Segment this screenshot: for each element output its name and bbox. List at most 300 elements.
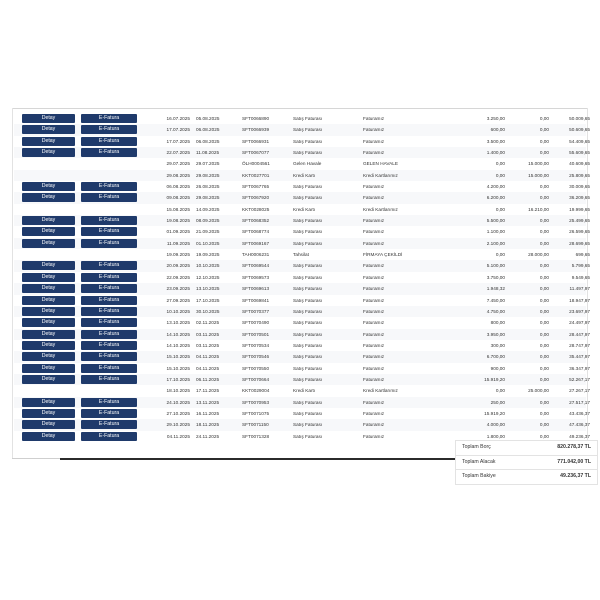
- balance-amount: 50.609,65: [569, 127, 590, 133]
- document-date: 11.09.2025: [166, 240, 190, 246]
- balance-amount: 25.499,65: [569, 218, 590, 224]
- credit-amount: 25.000,00: [528, 388, 549, 394]
- e-fatura-button[interactable]: E-Fatura: [81, 273, 137, 282]
- document-date: 14.10.2025: [166, 331, 190, 337]
- document-number: SFT0071075: [242, 410, 270, 416]
- credit-amount: 0,00: [539, 195, 549, 201]
- credit-amount: 0,00: [539, 422, 549, 428]
- e-fatura-button[interactable]: E-Fatura: [81, 375, 137, 384]
- table-row: [14, 408, 590, 419]
- transaction-type: Satış Faturası: [293, 365, 323, 371]
- table-row: [14, 385, 590, 396]
- total-alacak-value: 771.042,00 TL: [557, 458, 591, 465]
- detay-button[interactable]: Detay: [22, 420, 75, 429]
- table-row: [14, 215, 590, 226]
- description: Faturamız: [363, 354, 385, 360]
- balance-amount: 26.599,65: [569, 229, 590, 235]
- document-number: SFT0067077: [242, 150, 270, 156]
- transaction-type: Satış Faturası: [293, 138, 323, 144]
- balance-amount: 50.009,65: [569, 116, 590, 121]
- transaction-type: Satış Faturası: [293, 376, 323, 382]
- table-row: [14, 192, 590, 203]
- description: Faturamız: [363, 138, 385, 144]
- total-borc-label: Toplam Borç: [462, 444, 491, 450]
- document-number: SFT0071150: [242, 422, 269, 428]
- document-date: 15.10.2025: [166, 365, 190, 371]
- balance-amount: 5.799,65: [571, 263, 590, 269]
- description: Faturamız: [363, 342, 385, 348]
- detay-button[interactable]: Detay: [22, 148, 75, 157]
- detay-button[interactable]: Detay: [22, 193, 75, 202]
- credit-amount: 0,00: [539, 342, 549, 348]
- table-row: [14, 249, 590, 260]
- debit-amount: 15.919,20: [484, 376, 505, 382]
- credit-amount: 0,00: [539, 274, 549, 280]
- transaction-type: Satış Faturası: [293, 195, 323, 201]
- document-date: 06.08.2025: [166, 184, 190, 190]
- debit-amount: 5.100,00: [486, 263, 505, 269]
- debit-amount: 250,00: [490, 399, 505, 405]
- document-number: SFT0067920: [242, 195, 270, 201]
- transaction-type: Satış Faturası: [293, 184, 323, 190]
- balance-amount: 30.009,65: [569, 184, 590, 190]
- credit-amount: 0,00: [539, 399, 549, 405]
- e-fatura-button[interactable]: E-Fatura: [81, 182, 137, 191]
- detay-button[interactable]: Detay: [22, 216, 75, 225]
- document-number: SFT0066939: [242, 127, 270, 133]
- description: Kredi Kartlarımız: [363, 172, 398, 178]
- description: Faturamız: [363, 376, 385, 382]
- table-row: [14, 397, 590, 408]
- transaction-type: Satış Faturası: [293, 354, 323, 360]
- document-number: SFT0071328: [242, 433, 270, 439]
- table-row: [14, 374, 590, 385]
- total-bakiye-row: [455, 469, 598, 485]
- detay-button[interactable]: Detay: [22, 137, 75, 146]
- debit-amount: 300,00: [490, 342, 505, 348]
- transaction-type: Kredi Kartı: [293, 172, 316, 178]
- credit-amount: 0,00: [539, 308, 549, 314]
- description: Faturamız: [363, 422, 385, 428]
- table-row: [14, 306, 590, 317]
- detay-button[interactable]: Detay: [22, 125, 75, 134]
- credit-amount: 0,00: [539, 320, 549, 326]
- debit-amount: 3.500,00: [486, 138, 505, 144]
- document-date: 22.07.2025: [166, 150, 190, 156]
- total-borc-row: [455, 440, 598, 455]
- table-row: [14, 147, 590, 158]
- detay-button[interactable]: Detay: [22, 307, 75, 316]
- e-fatura-button[interactable]: E-Fatura: [81, 318, 137, 327]
- debit-amount: 3.250,00: [486, 116, 505, 121]
- table-row: [14, 238, 590, 249]
- balance-amount: 24.497,97: [569, 320, 590, 326]
- balance-amount: 27.267,17: [569, 388, 590, 394]
- transaction-type: Satış Faturası: [293, 422, 323, 428]
- description: Faturamız: [363, 127, 385, 133]
- due-date: 13.11.2025: [196, 399, 220, 405]
- e-fatura-button[interactable]: E-Fatura: [81, 227, 137, 236]
- total-bakiye-label: Toplam Bakiye: [462, 473, 496, 479]
- due-date: 03.11.2025: [196, 331, 220, 337]
- balance-amount: 40.609,65: [569, 161, 590, 167]
- due-date: 04.11.2025: [196, 354, 220, 360]
- detay-button[interactable]: Detay: [22, 182, 75, 191]
- due-date: 14.09.2025: [196, 206, 220, 212]
- balance-amount: 18.947,97: [569, 297, 590, 303]
- due-date: 16.11.2025: [196, 410, 220, 416]
- table-row: [14, 317, 590, 328]
- description: Faturamız: [363, 320, 385, 326]
- document-date: 15.10.2025: [166, 354, 190, 360]
- detay-button[interactable]: Detay: [22, 398, 75, 407]
- detay-button[interactable]: Detay: [22, 261, 75, 270]
- description: Kredi Kartlarımız: [363, 388, 398, 394]
- e-fatura-button[interactable]: E-Fatura: [81, 364, 137, 373]
- credit-amount: 0,00: [539, 365, 549, 371]
- document-number: SFT0069841: [242, 297, 270, 303]
- detay-button[interactable]: Detay: [22, 114, 75, 123]
- credit-amount: 0,00: [539, 138, 549, 144]
- document-date: 17.10.2025: [166, 376, 190, 382]
- totals-panel: [455, 440, 598, 485]
- transaction-type: Satış Faturası: [293, 229, 323, 235]
- transaction-type: Satış Faturası: [293, 399, 323, 405]
- document-date: 13.10.2025: [166, 320, 190, 326]
- document-number: SFT0070490: [242, 320, 270, 326]
- e-fatura-button[interactable]: E-Fatura: [81, 193, 137, 202]
- document-date: 04.11.2025: [166, 433, 190, 439]
- table-row: [14, 170, 590, 181]
- debit-amount: 3.950,00: [486, 331, 505, 337]
- debit-amount: 1.100,00: [486, 229, 505, 235]
- e-fatura-button[interactable]: E-Fatura: [81, 261, 137, 270]
- transaction-type: Satış Faturası: [293, 263, 323, 269]
- table-row: [14, 260, 590, 271]
- document-date: 18.10.2025: [166, 388, 190, 394]
- transaction-type: Satış Faturası: [293, 240, 323, 246]
- balance-amount: 28.447,97: [569, 331, 590, 337]
- description: Faturamız: [363, 410, 385, 416]
- transaction-type: Kredi Kartı: [293, 388, 316, 394]
- document-number: SFT0070953: [242, 399, 270, 405]
- e-fatura-button[interactable]: E-Fatura: [81, 239, 137, 248]
- balance-amount: 9.549,65: [571, 274, 590, 280]
- e-fatura-button[interactable]: E-Fatura: [81, 330, 137, 339]
- document-number: TAH0006231: [242, 252, 270, 258]
- document-number: SFT0070501: [242, 331, 270, 337]
- balance-amount: 27.517,17: [569, 399, 590, 405]
- due-date: 30.10.2025: [196, 308, 220, 314]
- debit-amount: 5.500,00: [486, 218, 505, 224]
- credit-amount: 0,00: [539, 184, 549, 190]
- document-number: SFT0070534: [242, 342, 270, 348]
- balance-amount: 52.267,17: [569, 376, 590, 382]
- table-row: [14, 329, 590, 340]
- document-date: 09.08.2025: [166, 195, 190, 201]
- table-row: [14, 181, 590, 192]
- document-number: ÖLH0004561: [242, 161, 270, 167]
- debit-amount: 4.750,00: [486, 308, 505, 314]
- balance-amount: 25.809,65: [569, 172, 590, 178]
- debit-amount: 6.700,00: [486, 354, 505, 360]
- due-date: 24.11.2025: [196, 433, 220, 439]
- transaction-type: Satış Faturası: [293, 433, 323, 439]
- document-date: 17.07.2025: [166, 127, 190, 133]
- transaction-type: Satış Faturası: [293, 331, 323, 337]
- e-fatura-button[interactable]: E-Fatura: [81, 420, 137, 429]
- document-number: SFT0070546: [242, 354, 270, 360]
- description: Faturamız: [363, 433, 385, 439]
- detay-button[interactable]: Detay: [22, 273, 75, 282]
- balance-amount: 43.436,37: [569, 410, 590, 416]
- document-date: 19.08.2025: [166, 218, 190, 224]
- document-number: SFT0070664: [242, 376, 270, 382]
- transaction-type: Kredi Kartı: [293, 206, 316, 212]
- transaction-type: Satış Faturası: [293, 116, 323, 121]
- document-number: SFT0068774: [242, 229, 270, 235]
- document-date: 16.07.2025: [166, 116, 190, 121]
- document-date: 17.07.2025: [166, 138, 190, 144]
- due-date: 04.11.2025: [196, 365, 220, 371]
- document-number: SFT0069544: [242, 263, 270, 269]
- detay-button[interactable]: Detay: [22, 409, 75, 418]
- document-number: SFT0067765: [242, 184, 270, 190]
- detay-button[interactable]: Detay: [22, 352, 75, 361]
- description: Faturamız: [363, 274, 385, 280]
- balance-amount: 35.447,97: [569, 354, 590, 360]
- document-number: SFT0069613: [242, 286, 270, 292]
- document-number: SFT0069167: [242, 240, 270, 246]
- description: Faturamız: [363, 308, 385, 314]
- transaction-type: Satış Faturası: [293, 297, 323, 303]
- due-date: 06.11.2025: [196, 376, 220, 382]
- description: Faturamız: [363, 286, 385, 292]
- document-number: KKT0027701: [242, 172, 270, 178]
- document-date: 27.10.2025: [166, 410, 190, 416]
- due-date: 19.09.2025: [196, 252, 220, 258]
- transaction-type: Satış Faturası: [293, 150, 323, 156]
- debit-amount: 3.750,00: [486, 274, 505, 280]
- debit-amount: 15.919,20: [484, 410, 505, 416]
- document-number: SFT0069573: [242, 274, 270, 280]
- credit-amount: 0,00: [539, 263, 549, 269]
- description: Faturamız: [363, 399, 385, 405]
- table-row: [14, 351, 590, 362]
- description: Faturamız: [363, 331, 385, 337]
- transaction-type: Gelen Havale: [293, 161, 322, 167]
- description: Faturamız: [363, 195, 385, 201]
- balance-amount: 49.236,37: [569, 433, 590, 439]
- table-row: [14, 124, 590, 135]
- debit-amount: 0,00: [495, 388, 505, 394]
- table-row: [14, 204, 590, 215]
- due-date: 29.08.2025: [196, 195, 220, 201]
- table-row: [14, 295, 590, 306]
- e-fatura-button[interactable]: E-Fatura: [81, 398, 137, 407]
- table-left-border: [12, 108, 13, 458]
- description: Faturamız: [363, 229, 385, 235]
- debit-amount: 800,00: [490, 320, 505, 326]
- debit-amount: 0,00: [495, 172, 505, 178]
- due-date: 12.10.2025: [196, 274, 220, 280]
- transaction-type: Satış Faturası: [293, 274, 323, 280]
- credit-amount: 28.000,00: [528, 252, 549, 258]
- document-number: SFT0070550: [242, 365, 270, 371]
- transaction-type: Satış Faturası: [293, 127, 323, 133]
- balance-amount: 47.436,37: [569, 422, 590, 428]
- description: Kredi Kartlarımız: [363, 206, 398, 212]
- detay-button[interactable]: Detay: [22, 296, 75, 305]
- table-row: [14, 113, 590, 124]
- debit-amount: 1.948,32: [486, 286, 505, 292]
- e-fatura-button[interactable]: E-Fatura: [81, 307, 137, 316]
- detay-button[interactable]: Detay: [22, 364, 75, 373]
- due-date: 17.11.2025: [196, 388, 220, 394]
- e-fatura-button[interactable]: E-Fatura: [81, 148, 137, 157]
- document-date: 29.07.2025: [166, 161, 190, 167]
- description: FİRMAYA ÇEKİLDİ: [363, 252, 403, 258]
- e-fatura-button[interactable]: E-Fatura: [81, 432, 137, 441]
- description: Faturamız: [363, 297, 385, 303]
- detay-button[interactable]: Detay: [22, 330, 75, 339]
- due-date: 18.11.2025: [196, 422, 220, 428]
- due-date: 06.08.2025: [196, 127, 220, 133]
- balance-amount: 28.747,97: [569, 342, 590, 348]
- document-date: 22.09.2025: [166, 274, 190, 280]
- table-row: [14, 158, 590, 169]
- due-date: 11.08.2025: [196, 150, 220, 156]
- due-date: 10.10.2025: [196, 263, 220, 269]
- credit-amount: 0,00: [539, 410, 549, 416]
- debit-amount: 1.400,00: [486, 150, 505, 156]
- balance-amount: 55.609,65: [569, 150, 590, 156]
- table-top-border: [12, 108, 588, 109]
- due-date: 08.09.2025: [196, 218, 220, 224]
- credit-amount: 15.000,00: [528, 172, 549, 178]
- description: Faturamız: [363, 184, 385, 190]
- detay-button[interactable]: Detay: [22, 375, 75, 384]
- transaction-type: Tahsilat: [293, 252, 309, 258]
- e-fatura-button[interactable]: E-Fatura: [81, 341, 137, 350]
- debit-amount: 900,00: [490, 365, 505, 371]
- table-row: [14, 340, 590, 351]
- balance-amount: 28.699,65: [569, 240, 590, 246]
- table-row: [14, 363, 590, 374]
- balance-amount: 36.347,97: [569, 365, 590, 371]
- debit-amount: 4.000,00: [486, 422, 505, 428]
- credit-amount: 15.000,00: [528, 161, 549, 167]
- description: GELEN HAVALE: [363, 161, 398, 167]
- document-number: SFT0068352: [242, 218, 270, 224]
- credit-amount: 0,00: [539, 286, 549, 292]
- balance-amount: 54.409,65: [569, 138, 590, 144]
- due-date: 05.08.2025: [196, 116, 220, 121]
- e-fatura-button[interactable]: E-Fatura: [81, 409, 137, 418]
- transaction-type: Satış Faturası: [293, 218, 323, 224]
- table-row: [14, 272, 590, 283]
- document-number: SFT0066931: [242, 138, 270, 144]
- detay-button[interactable]: Detay: [22, 284, 75, 293]
- credit-amount: 0,00: [539, 229, 549, 235]
- e-fatura-button[interactable]: E-Fatura: [81, 284, 137, 293]
- e-fatura-button[interactable]: E-Fatura: [81, 296, 137, 305]
- total-bakiye-value: 49.236,37 TL: [560, 473, 591, 479]
- table-row: [14, 226, 590, 237]
- document-date: 29.08.2025: [166, 172, 190, 178]
- due-date: 01.10.2025: [196, 240, 220, 246]
- debit-amount: 4.200,00: [486, 184, 505, 190]
- credit-amount: 16.210,00: [528, 206, 549, 212]
- description: Faturamız: [363, 240, 385, 246]
- transaction-type: Satış Faturası: [293, 410, 323, 416]
- credit-amount: 0,00: [539, 150, 549, 156]
- total-alacak-row: [455, 455, 598, 470]
- e-fatura-button[interactable]: E-Fatura: [81, 114, 137, 123]
- ledger-table: [14, 113, 590, 442]
- detay-button[interactable]: Detay: [22, 341, 75, 350]
- total-alacak-label: Toplam Alacak: [462, 458, 496, 465]
- detay-button[interactable]: Detay: [22, 432, 75, 441]
- due-date: 13.10.2025: [196, 286, 220, 292]
- e-fatura-button[interactable]: E-Fatura: [81, 125, 137, 134]
- credit-amount: 0,00: [539, 297, 549, 303]
- table-row: [14, 283, 590, 294]
- debit-amount: 6.200,00: [486, 195, 505, 201]
- document-date: 24.10.2025: [166, 399, 190, 405]
- document-date: 01.09.2025: [166, 229, 190, 235]
- document-date: 14.10.2025: [166, 342, 190, 348]
- description: Faturamız: [363, 263, 385, 269]
- e-fatura-button[interactable]: E-Fatura: [81, 216, 137, 225]
- transaction-type: Satış Faturası: [293, 320, 323, 326]
- debit-amount: 0,00: [495, 161, 505, 167]
- description: Faturamız: [363, 116, 385, 121]
- due-date: 29.08.2025: [196, 172, 220, 178]
- debit-amount: 7.450,00: [486, 297, 505, 303]
- balance-amount: 11.497,97: [569, 286, 590, 292]
- total-borc-value: 820.278,37 TL: [557, 444, 591, 450]
- due-date: 02.11.2025: [196, 320, 220, 326]
- detay-button[interactable]: Detay: [22, 318, 75, 327]
- e-fatura-button[interactable]: E-Fatura: [81, 137, 137, 146]
- balance-amount: 23.697,97: [569, 308, 590, 314]
- debit-amount: 0,00: [495, 252, 505, 258]
- debit-amount: 1.800,00: [486, 433, 505, 439]
- document-date: 10.10.2025: [166, 308, 190, 314]
- document-number: SFT0066890: [242, 116, 270, 121]
- due-date: 17.10.2025: [196, 297, 220, 303]
- due-date: 21.09.2025: [196, 229, 220, 235]
- credit-amount: 0,00: [539, 376, 549, 382]
- debit-amount: 600,00: [490, 127, 505, 133]
- description: Faturamız: [363, 365, 385, 371]
- detay-button[interactable]: Detay: [22, 227, 75, 236]
- document-date: 19.09.2025: [166, 252, 190, 258]
- document-date: 23.09.2025: [166, 286, 190, 292]
- detay-button[interactable]: Detay: [22, 239, 75, 248]
- document-number: KKT0028025: [242, 206, 270, 212]
- e-fatura-button[interactable]: E-Fatura: [81, 352, 137, 361]
- due-date: 29.07.2025: [196, 161, 220, 167]
- due-date: 26.08.2025: [196, 184, 220, 190]
- transaction-type: Satış Faturası: [293, 342, 323, 348]
- description: Faturamız: [363, 218, 385, 224]
- credit-amount: 0,00: [539, 116, 549, 121]
- transaction-type: Satış Faturası: [293, 286, 323, 292]
- document-number: SFT0070377: [242, 308, 270, 314]
- description: Faturamız: [363, 150, 385, 156]
